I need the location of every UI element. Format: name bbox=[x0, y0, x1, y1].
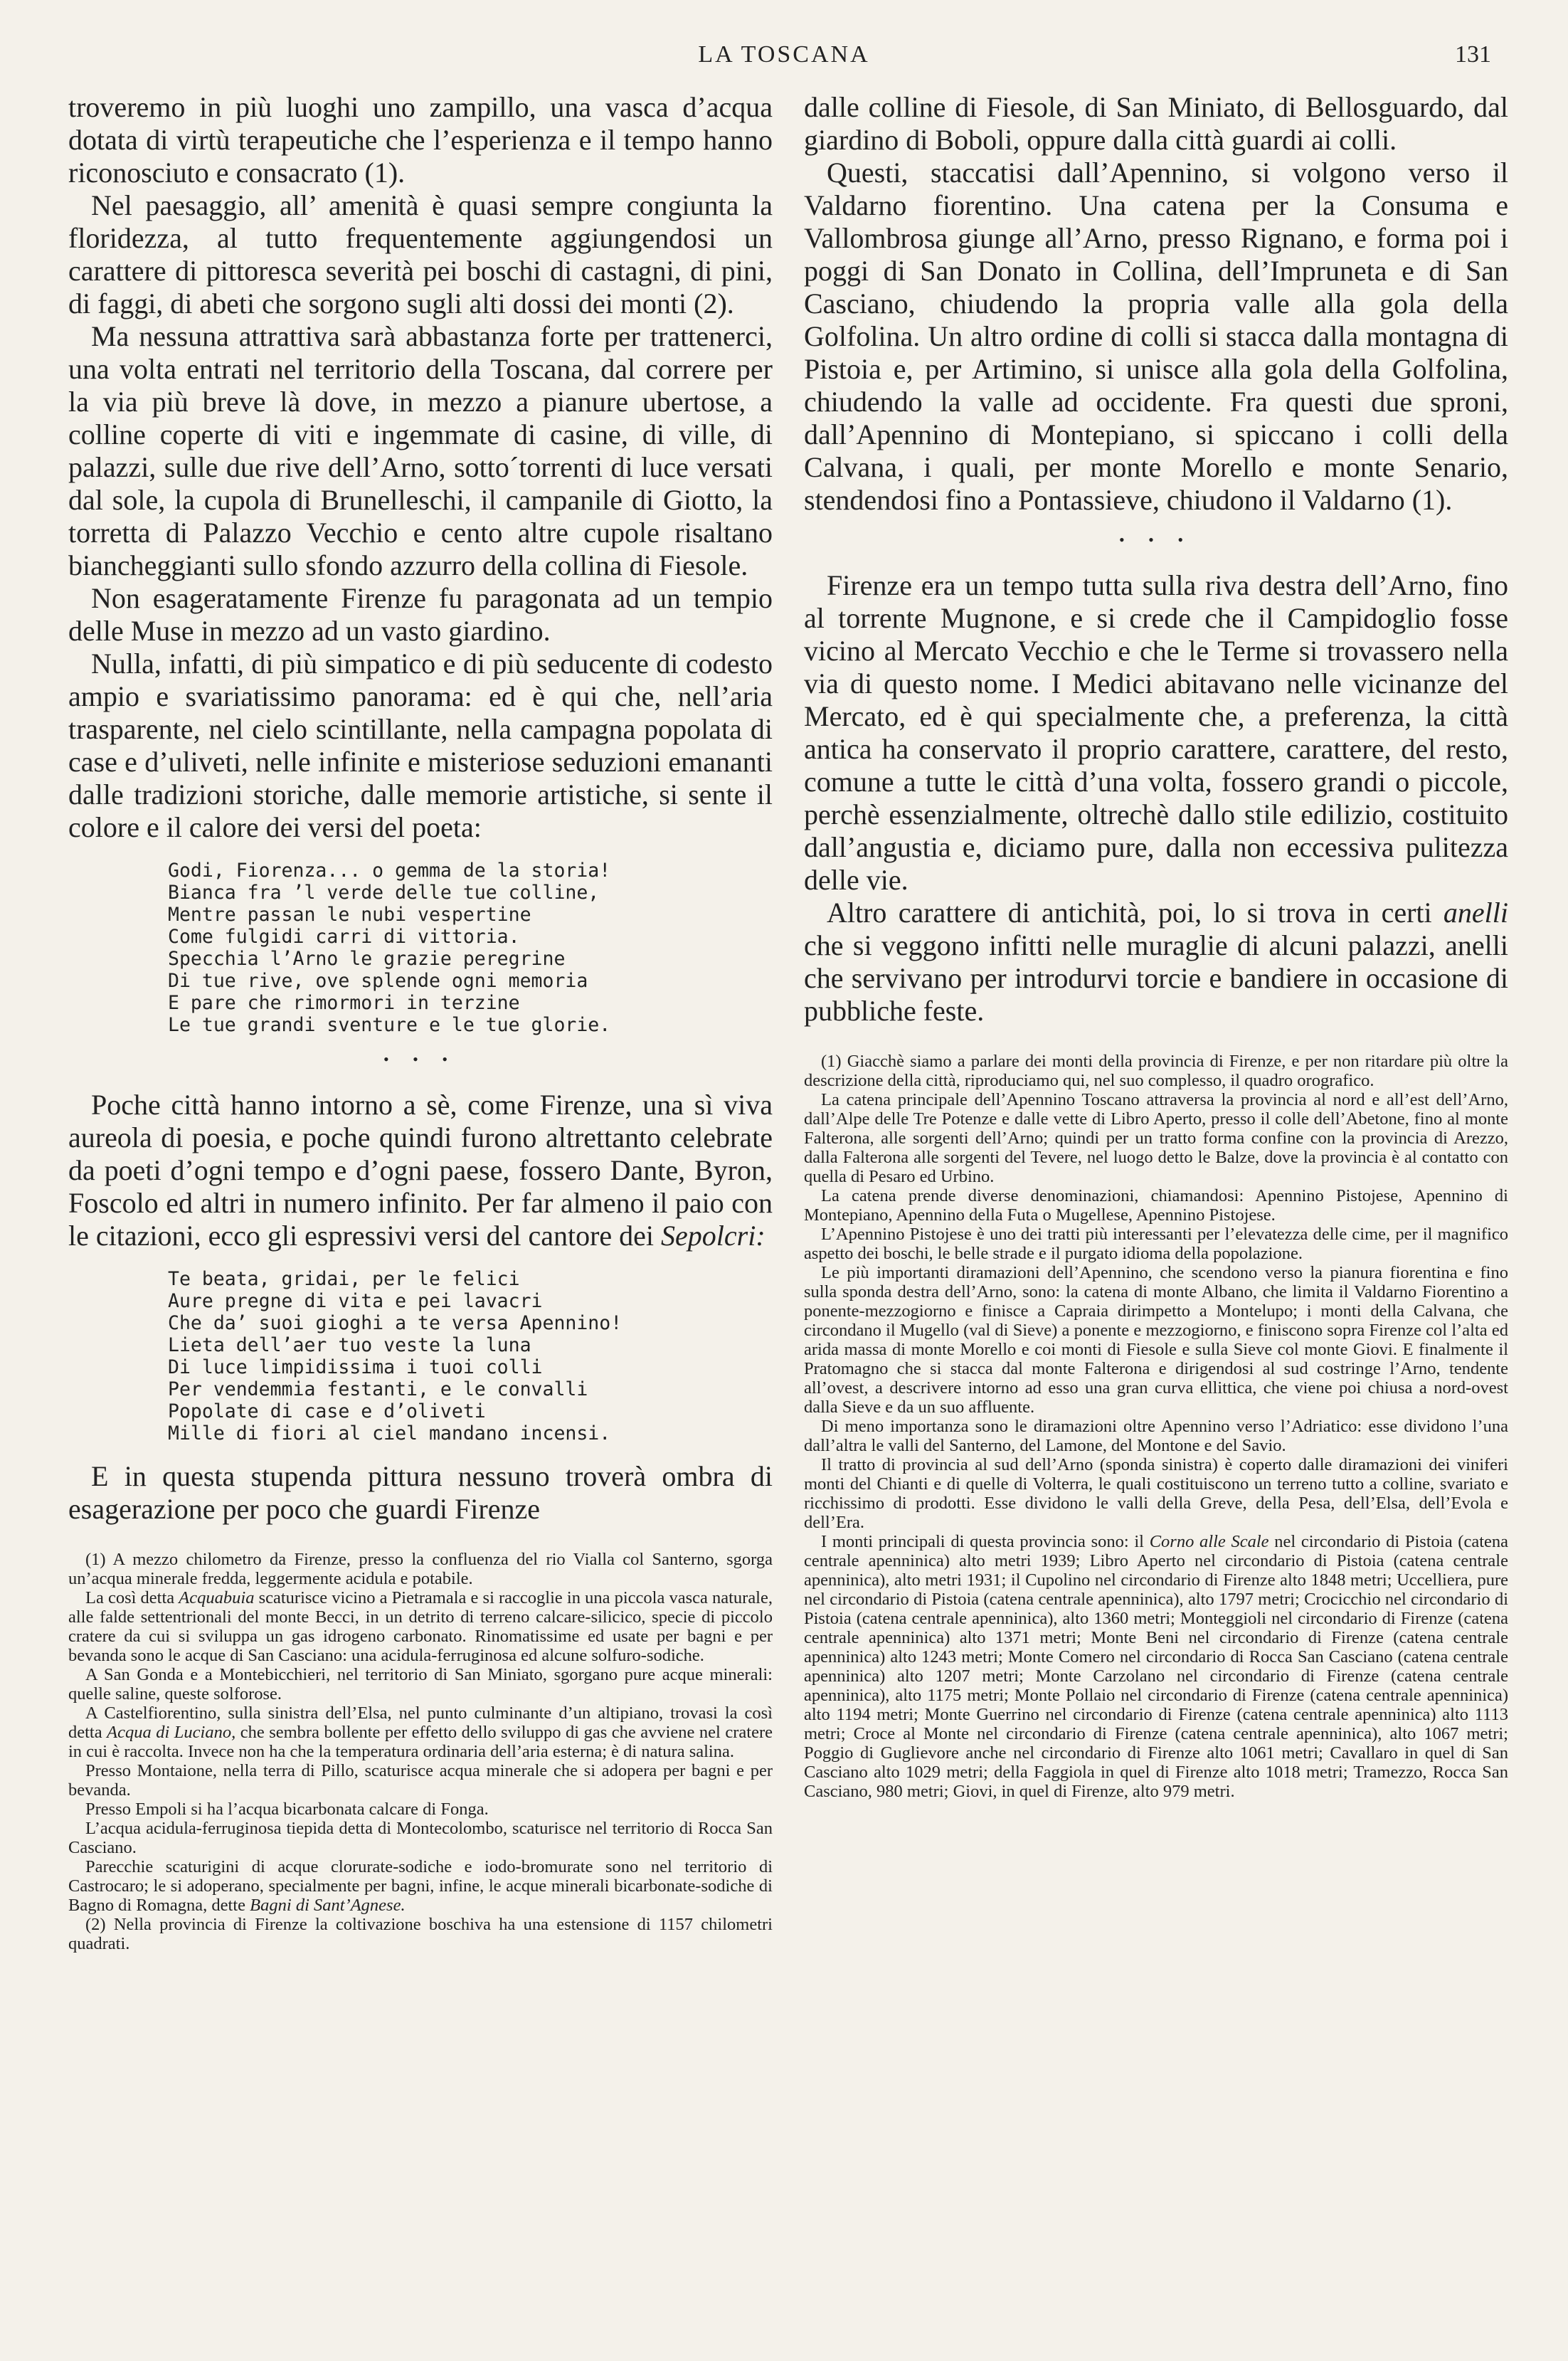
footnote: (2) Nella provincia di Firenze la coltivazione boschiva ha una estensione di 1157 chilometri quadrati. bbox=[68, 1915, 773, 1953]
footnote: Presso Montaione, nella terra di Pillo, scaturisce acqua minerale che si adopera per bagni e per bevanda. bbox=[68, 1761, 773, 1800]
italic-title: Sepolcri: bbox=[661, 1220, 766, 1252]
paragraph-text: Poche città hanno intorno a sè, come Firenze, una sì viva aureola di poesia, e poche quindi furono altrettanto celebrate da poeti d’ogni tempo e d’ogni paese, fossero Dante, Byron, Foscolo ed altri in numero infinito. Per far almeno il paio con le citazioni, ecco gli espressivi versi del cantore dei bbox=[68, 1089, 773, 1252]
footnote: La catena principale dell’Apennino Toscano attraversa la provincia al nord e all’est dell’Arno, dall’Alpe delle Tre Potenze e dalle vette di Libro Aperto, presso il colle dell’Abetone, fino al monte Falterona, alle sorgenti dell’Arno; quindi per un tratto forma confine con la provincia di Arezzo, dalla Falterona alle sorgenti del Tevere, nel luogo detto le Balze, dove la provincia è al contatto con quella di Pesaro ed Urbino. bbox=[804, 1090, 1508, 1186]
page-number: 131 bbox=[1455, 41, 1491, 68]
verse-line: Di luce limpidissima i tuoi colli bbox=[168, 1356, 543, 1378]
paragraph: Altro carattere di antichità, poi, lo si trova in certi anelli che si veggono infitti nelle muraglie di alcuni palazzi, anelli che servivano per introdurvi torcie e bandiere in occasione di pubbliche feste. bbox=[804, 897, 1508, 1027]
verse-line: Mentre passan le nubi vespertine bbox=[168, 904, 531, 926]
section-separator: • • • bbox=[383, 1050, 458, 1068]
verse-line: Lieta dell’aer tuo veste la luna bbox=[168, 1334, 531, 1356]
footnote: La catena prende diverse denominazioni, chiamandosi: Apennino Pistojese, Apennino di Montepiano, Apennino della Futa o Mugellese, Apennino Pistojese. bbox=[804, 1186, 1508, 1225]
italic-word: anelli bbox=[1443, 897, 1508, 929]
footnote: L’Apennino Pistojese è uno dei tratti più interessanti per l’elevatezza delle cime, per il magnifico aspetto dei boschi, le belle strade e il purgato idioma della popolazione. bbox=[804, 1225, 1508, 1263]
footnote: L’acqua acidula-ferruginosa tiepida detta di Montecolombo, scaturisce nel territorio di Rocca San Casciano. bbox=[68, 1819, 773, 1857]
footnote: (1) A mezzo chilometro da Firenze, presso la confluenza del rio Vialla col Santerno, sgorga un’acqua minerale fredda, leggermente acidula e potabile. bbox=[68, 1550, 773, 1588]
footnote: La così detta Acquabuia scaturisce vicino a Pietramala e si raccoglie in una piccola vasca naturale, alle falde settentrionali del monte Becci, in un detrito di terreno calcare-silicico, specie di piccolo cratere da cui si sviluppa un gas idrogeno carbonato. Rinomatissime ed usate per bagni e per bevanda sono le acque di San Casciano: una acidula-ferruginosa ed alcune solfuro-sodiche. bbox=[68, 1588, 773, 1665]
footnotes-left bbox=[68, 1550, 773, 1953]
verse-line: Godi, Fiorenza... o gemma de la storia! bbox=[168, 860, 611, 882]
footnote: Presso Empoli si ha l’acqua bicarbonata calcare di Fonga. bbox=[85, 1800, 489, 1819]
verse-line: Per vendemmia festanti, e le convalli bbox=[168, 1378, 588, 1400]
verse-line: Come fulgidi carri di vittoria. bbox=[168, 926, 520, 948]
footnote: I monti principali di questa provincia sono: il Corno alle Scale nel circondario di Pistoia (catena centrale apenninica) alto metri 1939; Libro Aperto nel circondario di Pistoia (catena centrale apenninica), alto metri 1931; il Cupolino nel circondario di Firenze alto 1848 metri; Uccelliera, pure nel circondario di Pistoia (catena centrale apenninica), alto 1797 metri; Crocicchio nel circondario di Pistoia (catena centrale apenninica), alto 1360 metri; Monteggioli nel circondario di Firenze (catena centrale apenninica) alto 1371 metri; Monte Beni nel circondario di Firenze (catena centrale apenninica) alto 1243 metri; Monte Comero nel circondario di Rocca San Casciano (catena centrale apenninica) alto 1207 metri; Monte Carzolano nel circondario di Firenze (catena centrale apenninica), alto 1175 metri; Monte Pollaio nel circondario di Firenze (catena centrale apenninica) alto 1194 metri; Monte Guerrino nel circondario di Firenze (catena centrale apenninica) alto 1113 metri; Croce al Monte nel circondario di Firenze (catena centrale apenninica), alto 1067 metri; Poggio di Guglievore anche nel circondario di Firenze alto 1061 metri; Cavallaro in quel di San Casciano alto 1029 metri; della Faggiola in quel di Firenze alto 1018 metri; Tramezzo, Rocca San Casciano, 980 metri; Giovi, in quel di Firenze, alto 979 metri. bbox=[804, 1532, 1508, 1801]
left-column bbox=[68, 91, 773, 1953]
paragraph: Questi, staccatisi dall’Apennino, si volgono verso il Valdarno fiorentino. Una catena per la Consuma e Vallombrosa giunge all’Arno, presso Rignano, e forma poi i poggi di San Donato in Collina, dell’Impruneta e di San Casciano, chiudendo la propria valle alla gola della Golfolina. Un altro ordine di colli si stacca dalla montagna di Pistoia e, per Artimino, si unisce alla gola della Golfolina, chiudendo la valle ad occidente. Fra questi due sproni, dall’Apennino di Montepiano, si spiccano i colli della Calvana, i quali, per monte Morello e monte Senario, stendendosi fino a Pontassieve, chiudono il Valdarno (1). bbox=[804, 157, 1508, 516]
verse-line: Te beata, gridai, per le felici bbox=[168, 1268, 520, 1290]
paragraph: Nulla, infatti, di più simpatico e di più seducente di codesto ampio e svariatissimo panorama: ed è qui che, nell’aria trasparente, nel cielo scintillante, nella campagna popolata di case e d’uliveti, nelle infinite e misteriose seduzioni emananti dalle tradizioni storiche, dalle memorie artistiche, si sente il colore e il calore dei versi del poeta: bbox=[68, 648, 773, 843]
verse-block-carducci bbox=[168, 860, 773, 1036]
footnote: Di meno importanza sono le diramazioni oltre Apennino verso l’Adriatico: esse dividono l’una dall’altra le valli del Santerno, del Lamone, del Montone e del Savio. bbox=[804, 1417, 1508, 1455]
verse-line: Aure pregne di vita e pei lavacri bbox=[168, 1290, 543, 1312]
verse-line: Specchia l’Arno le grazie peregrine bbox=[168, 948, 566, 970]
verse-block-foscolo bbox=[168, 1268, 773, 1444]
verse-line: Mille di fiori al ciel mandano incensi. bbox=[168, 1422, 611, 1444]
paragraph: Nel paesaggio, all’ amenità è quasi sempre congiunta la floridezza, al tutto frequentemente aggiungendosi un carattere di pittoresca severità pei boschi di castagni, di pini, di faggi, di abeti che sorgono sugli alti dossi dei monti (2). bbox=[68, 189, 773, 319]
footnote: Il tratto di provincia al sud dell’Arno (sponda sinistra) è coperto dalle diramazioni dei viniferi monti del Chianti e di quelle di Volterra, le quali costituiscono un terreno tutto a colline, svariato e ricchissimo di prodotti. Esse dividono le valli della Greve, della Pesa, dell’Elsa, dell’Evola e dell’Era. bbox=[804, 1455, 1508, 1532]
paragraph: Non esageratamente Firenze fu paragonata ad un tempio delle Muse in mezzo ad un vasto giardino. bbox=[68, 582, 773, 647]
verse-line: Di tue rive, ove splende ogni memoria bbox=[168, 970, 588, 992]
paragraph: dalle colline di Fiesole, di San Miniato, di Bellosguardo, dal giardino di Boboli, oppure dalla città guardi ai colli. bbox=[804, 91, 1508, 156]
right-column bbox=[804, 91, 1508, 1801]
footnote: Le più importanti diramazioni dell’Apennino, che scendono verso la pianura fiorentina e fino sulla sponda destra dell’Arno, sono: la catena di monte Albano, che limita il Valdarno Fiorentino a ponente-mezzogiorno e finisce a Capraia dirimpetto a Montelupo; i monti della Calvana, che circondano il Mugello (val di Sieve) a ponente e mezzogiorno, e finiscono sopra Firenze col l’alta ed arida massa di monte Morello e coi monti di Fiesole e sulla Sieve col monte Giovi. E finalmente il Pratomagno che si stacca dal monte Falterona e dirigendosi al sud costringe l’Arno, tendente all’ovest, a descrivere intorno ad esso una gran curva ellittica, che viene poi chiusa a nord-ovest dalla Sieve e da un suo affluente. bbox=[804, 1263, 1508, 1417]
running-header bbox=[0, 41, 1568, 84]
verse-line: Che da’ suoi gioghi a te versa Apennino! bbox=[168, 1312, 623, 1334]
verse-line: Popolate di case e d’oliveti bbox=[168, 1400, 486, 1422]
footnote: A San Gonda e a Montebicchieri, nel territorio di San Miniato, sgorgano pure acque minerali: quelle saline, queste solforose. bbox=[68, 1665, 773, 1704]
section-separator: • • • bbox=[1118, 531, 1194, 549]
verse-line: Le tue grandi sventure e le tue glorie. bbox=[168, 1014, 611, 1036]
paragraph: Ma nessuna attrattiva sarà abbastanza forte per trattenerci, una volta entrati nel territorio della Toscana, dal correre per la via più breve là dove, in mezzo a pianure ubertose, a colline coperte di viti e ingemmate di casine, di ville, di palazzi, sulle due rive dell’Arno, sotto´torrenti di luce versati dal sole, la cupola di Brunelleschi, il campanile di Giotto, la torretta di Palazzo Vecchio e cento altre cupole risaltano biancheggianti sullo sfondo azzurro della collina di Fiesole. bbox=[68, 320, 773, 581]
paragraph: troveremo in più luoghi uno zampillo, una vasca d’acqua dotata di virtù terapeutiche che l’esperienza e il tempo hanno riconosciuto e consacrato (1). bbox=[68, 91, 773, 189]
running-title: LA TOSCANA bbox=[698, 41, 870, 68]
verse-line: E pare che rimormori in terzine bbox=[168, 992, 520, 1014]
footnote: Parecchie scaturigini di acque clorurate-sodiche e iodo-bromurate sono nel territorio di Castrocaro; le si adoperano, specialmente per bagni, infine, le acque minerali bicarbonate-sodiche di Bagno di Romagna, dette Bagni di Sant’Agnese. bbox=[68, 1857, 773, 1915]
footnote: A Castelfiorentino, sulla sinistra dell’Elsa, nel punto culminante d’un altipiano, trovasi la così detta Acqua di Luciano, che sembra bollente per effetto dello sviluppo di gas che avviene nel cratere in cui è raccolta. Invece non ha che la temperatura ordinaria dell’aria esterna; è di natura salina. bbox=[68, 1704, 773, 1761]
footnotes-right bbox=[804, 1052, 1508, 1801]
paragraph: Firenze era un tempo tutta sulla riva destra dell’Arno, fino al torrente Mugnone, e si crede che il Campidoglio fosse vicino al Mercato Vecchio e che le Terme si trovassero nella via di questo nome. I Medici abitavano nelle vicinanze del Mercato, ed è qui specialmente che, a preferenza, la città antica ha conservato il proprio carattere, carattere, del resto, comune a tutte le città d’una volta, fossero grandi o piccole, perchè essenzialmente, oltrechè dallo stile edilizio, costituito dall’angustia e, diciamo pure, dalla non eccessiva pulitezza delle vie. bbox=[804, 569, 1508, 896]
footnote: (1) Giacchè siamo a parlare dei monti della provincia di Firenze, e per non ritardare più oltre la descrizione della città, riproduciamo qui, nel suo complesso, il quadro orografico. bbox=[804, 1052, 1508, 1090]
verse-line: Bianca fra ’l verde delle tue colline, bbox=[168, 882, 600, 904]
paragraph bbox=[68, 1089, 773, 1252]
paragraph: E in questa stupenda pittura nessuno troverà ombra di esagerazione per poco che guardi Firenze bbox=[68, 1460, 773, 1525]
